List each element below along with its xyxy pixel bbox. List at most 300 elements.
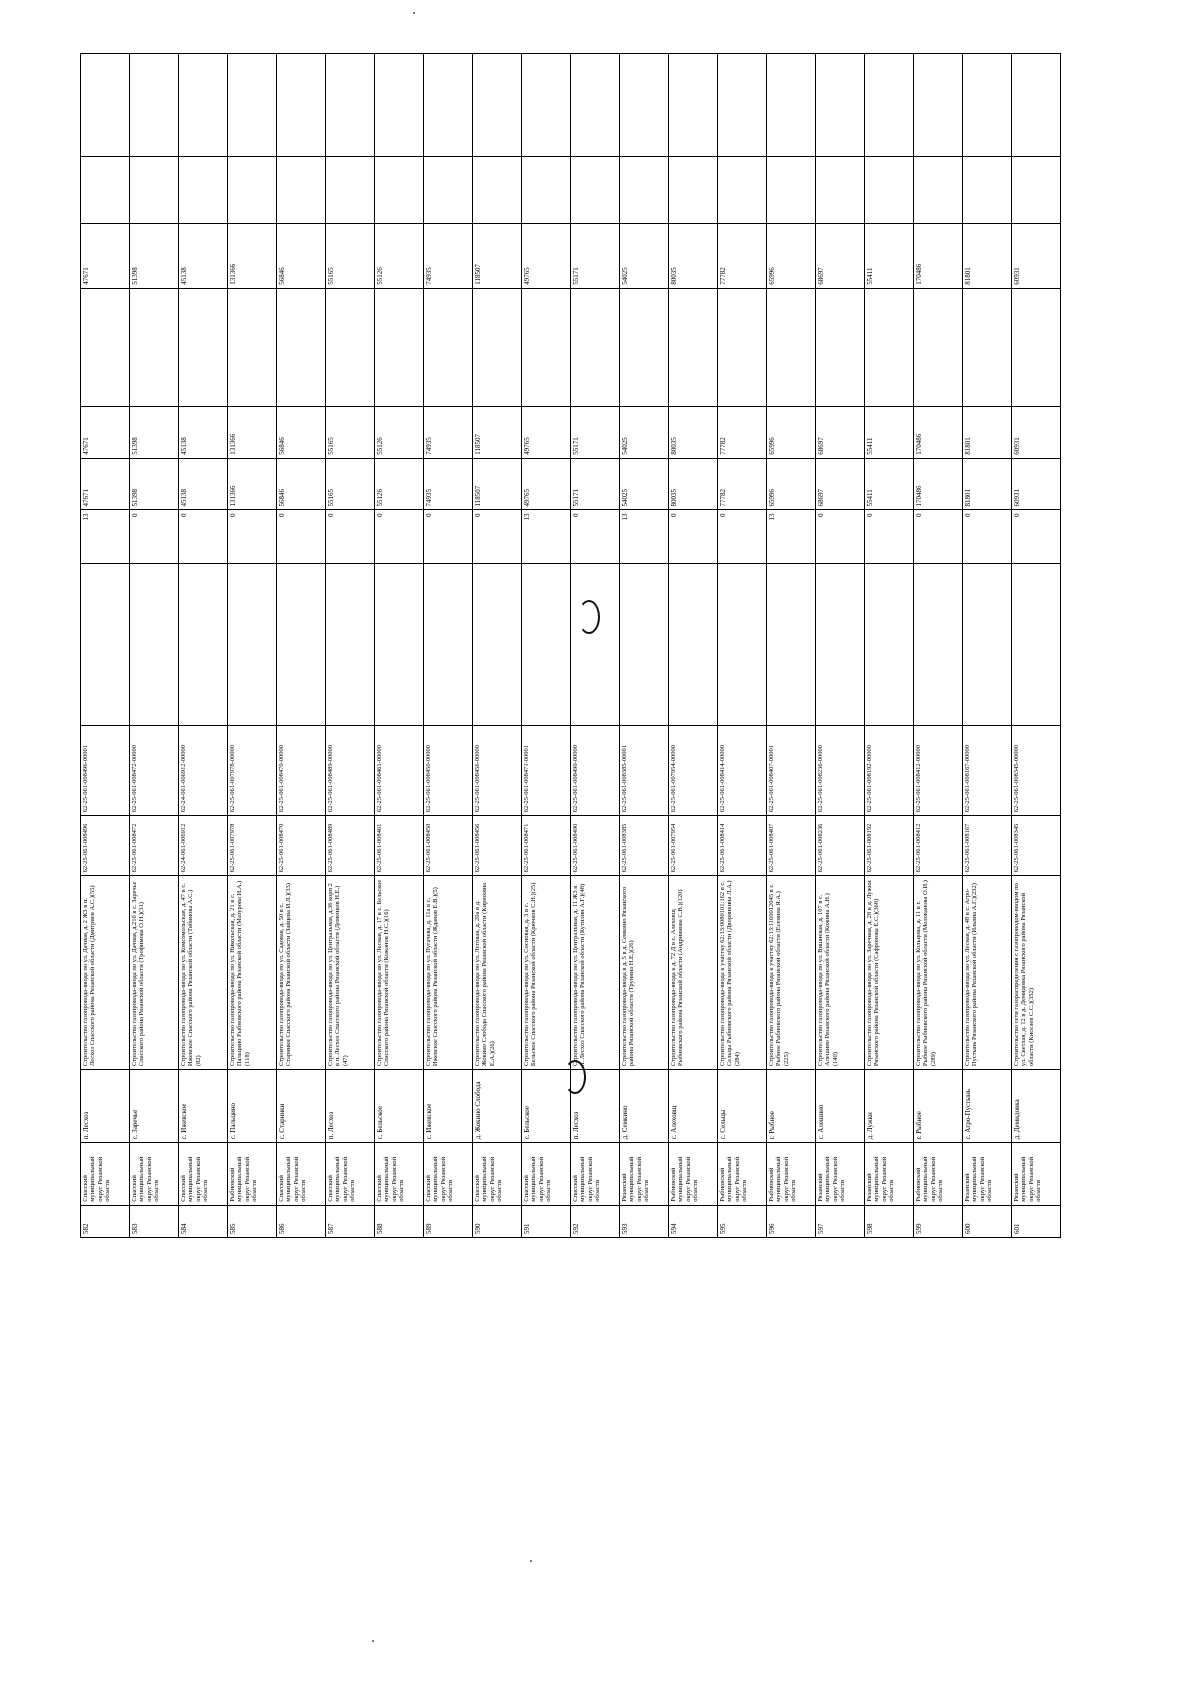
- description-cell: Строительство газопровода-ввода по ул. Никольская, д. 21 в с. Пальцино Рыбновского района Рязанской области (Мазурова И.А.)(118): [228, 876, 277, 1070]
- flag-cell: 0: [424, 510, 473, 564]
- flag-cell: 0: [963, 510, 1012, 564]
- row-number: 591: [522, 1205, 571, 1237]
- empty-cell: [473, 54, 522, 157]
- amount-cell: 81801: [963, 407, 1012, 459]
- application-number-cell: 62-25-061-008414: [718, 816, 767, 876]
- contract-number-cell: 62-25-061-008489-00000: [326, 725, 375, 815]
- empty-cell: [571, 564, 620, 725]
- amount-total-cell: 80035: [669, 224, 718, 289]
- empty-cell: [865, 564, 914, 725]
- empty-cell: [228, 157, 277, 224]
- empty-cell: [424, 157, 473, 224]
- district-cell: Рыбновский муниципальный округ Рязанской области: [669, 1143, 718, 1205]
- application-number-cell: 62-25-061-008236: [816, 816, 865, 876]
- scan-speck: [530, 1560, 532, 1562]
- description-cell: Строительство газопровода-ввода по ул. Дачная, д.21б в с. Заречье Спасского района Рязанской области (Трофимова О.Н.)(31): [130, 876, 179, 1070]
- empty-cell: [228, 564, 277, 725]
- description-cell: Строительство газопровода-ввода по ул. Комсомольская, д. 47 в с. Ижевское Спасского района Рязанской области (Тябинова А.С.)(82): [179, 876, 228, 1070]
- amount-total-cell: 118507: [473, 224, 522, 289]
- empty-cell: [179, 288, 228, 406]
- row-number: 595: [718, 1205, 767, 1237]
- empty-cell: [326, 564, 375, 725]
- contract-number-cell: 62-25-061-008450-00000: [424, 725, 473, 815]
- amount-total-cell: 65996: [767, 224, 816, 289]
- application-number-cell: 62-25-061-008489: [326, 816, 375, 876]
- amount-total-cell: 74935: [424, 224, 473, 289]
- empty-cell: [375, 54, 424, 157]
- empty-cell: [571, 157, 620, 224]
- empty-cell: [130, 157, 179, 224]
- table-row: [816, 54, 865, 1238]
- contract-number-cell: 62-25-061-008456-00000: [473, 725, 522, 815]
- contract-number-cell: 62-25-061-008461-00000: [375, 725, 424, 815]
- description-cell: Строительство газопровода-ввода по ул. Лесная, д. 48 в с. Агро-Пустынь Рязанского района Рязанской области (Ильина А.Г.)(232): [963, 876, 1012, 1070]
- flag-cell: 0: [669, 510, 718, 564]
- application-number-cell: 62-24-061-006912: [179, 816, 228, 876]
- empty-cell: [522, 564, 571, 725]
- empty-cell: [473, 288, 522, 406]
- empty-cell: [718, 288, 767, 406]
- empty-cell: [1012, 288, 1061, 406]
- amount-total-cell: 77782: [718, 224, 767, 289]
- flag-cell: 0: [865, 510, 914, 564]
- description-cell: Строительство газопровода-ввода в д. 5 в д. Семкино Рязанского района Рязанской области (Трунина Н.Е.)(26): [620, 876, 669, 1070]
- flag-cell: 0: [179, 510, 228, 564]
- amount-total-cell: 54025: [620, 224, 669, 289]
- description-cell: Строительство газопровода-ввода по ул. Пугачева, д. 11а в с. Ижевское Спасского района Рязанской области (Жданов Е.В.)(5): [424, 876, 473, 1070]
- amount-cell: 45138: [179, 458, 228, 510]
- empty-cell: [914, 54, 963, 157]
- contract-number-cell: 62-25-061-008345-00000: [1012, 725, 1061, 815]
- table-row: [228, 54, 277, 1238]
- binder-hole-mark: [578, 600, 600, 634]
- empty-cell: [179, 564, 228, 725]
- contract-number-cell: 62-25-061-008496-00001: [81, 725, 130, 815]
- row-number: 583: [130, 1205, 179, 1237]
- amount-cell: 55411: [865, 407, 914, 459]
- contract-number-cell: 62-25-061-008472-00000: [130, 725, 179, 815]
- district-cell: Рыбновский муниципальный округ Рязанской области: [767, 1143, 816, 1205]
- empty-cell: [277, 564, 326, 725]
- empty-cell: [228, 288, 277, 406]
- amount-cell: 81801: [963, 458, 1012, 510]
- amount-cell: 77782: [718, 407, 767, 459]
- empty-cell: [473, 157, 522, 224]
- locality-cell: г. Рыбное: [914, 1070, 963, 1143]
- description-cell: Строительство газопровода-ввода к д. 72 Д в с. Алеховщ Рыбновского района Рязанской области (Андриянова С.В.)(120): [669, 876, 718, 1070]
- description-cell: Строительство газопровода-ввода к участку 62:13:0080101:162 в с. Сельцы Рыбновского района Рязанской области (Дворянкина Л.А.)(284): [718, 876, 767, 1070]
- empty-cell: [81, 288, 130, 406]
- district-cell: Спасский муниципальный округ Рязанской области: [130, 1143, 179, 1205]
- flag-cell: 13: [620, 510, 669, 564]
- empty-cell: [326, 54, 375, 157]
- amount-cell: 51398: [130, 458, 179, 510]
- amount-total-cell: 55411: [865, 224, 914, 289]
- amount-cell: 56846: [277, 458, 326, 510]
- amount-total-cell: 81801: [963, 224, 1012, 289]
- row-number: 592: [571, 1205, 620, 1237]
- empty-cell: [277, 54, 326, 157]
- amount-cell: 55165: [326, 458, 375, 510]
- district-cell: Спасский муниципальный округ Рязанской области: [424, 1143, 473, 1205]
- district-cell: Спасский муниципальный округ Рязанской области: [179, 1143, 228, 1205]
- district-cell: Рыбновский муниципальный округ Рязанской области: [914, 1143, 963, 1205]
- district-cell: Спасский муниципальный округ Рязанской области: [277, 1143, 326, 1205]
- empty-cell: [620, 157, 669, 224]
- scan-speck: [413, 12, 415, 14]
- application-number-cell: 62-25-061-007978: [228, 816, 277, 876]
- empty-cell: [767, 54, 816, 157]
- amount-total-cell: 55165: [326, 224, 375, 289]
- application-number-cell: 62-25-061-008450: [424, 816, 473, 876]
- empty-cell: [522, 157, 571, 224]
- description-cell: Строительство газопровода-ввода к участку 62:13:1160012045 в г. Рыбное Рыбновского района Рязанской области (Есенина Я.А.)(225): [767, 876, 816, 1070]
- binder-hole-mark: [564, 1060, 586, 1094]
- amount-cell: 55126: [375, 407, 424, 459]
- empty-cell: [620, 54, 669, 157]
- contract-number-cell: 62-24-061-006912-00000: [179, 725, 228, 815]
- flag-cell: 0: [914, 510, 963, 564]
- contract-number-cell: 62-25-061-008471-00001: [522, 725, 571, 815]
- district-cell: Рязанский муниципальный округ Рязанской области: [620, 1143, 669, 1205]
- table-row: [522, 54, 571, 1238]
- amount-total-cell: 60931: [1012, 224, 1061, 289]
- flag-cell: 0: [718, 510, 767, 564]
- empty-cell: [277, 157, 326, 224]
- amount-total-cell: 49765: [522, 224, 571, 289]
- empty-cell: [914, 564, 963, 725]
- row-number: 600: [963, 1205, 1012, 1237]
- application-number-cell: 62-25-061-008456: [473, 816, 522, 876]
- district-cell: Спасский муниципальный округ Рязанской области: [522, 1143, 571, 1205]
- flag-cell: 0: [571, 510, 620, 564]
- empty-cell: [326, 288, 375, 406]
- empty-cell: [718, 564, 767, 725]
- contract-number-cell: 62-25-061-007978-00000: [228, 725, 277, 815]
- application-number-cell: 62-25-061-008472: [130, 816, 179, 876]
- table-row: [865, 54, 914, 1238]
- empty-cell: [81, 54, 130, 157]
- description-cell: Строительство газопровода-ввода по ул. Луговая, д. 20а в д. Жокино Слобода Спасского района Рязанской области (Кирюхина Е.А.)(26): [473, 876, 522, 1070]
- empty-cell: [130, 54, 179, 157]
- application-number-cell: 62-25-061-008461: [375, 816, 424, 876]
- amount-cell: 45138: [179, 407, 228, 459]
- row-number: 588: [375, 1205, 424, 1237]
- empty-cell: [179, 54, 228, 157]
- table-row: [963, 54, 1012, 1238]
- application-number-cell: 62-25-061-008167: [963, 816, 1012, 876]
- empty-cell: [228, 54, 277, 157]
- amount-cell: 118507: [473, 407, 522, 459]
- empty-cell: [571, 54, 620, 157]
- table-row: [277, 54, 326, 1238]
- row-number: 593: [620, 1205, 669, 1237]
- application-number-cell: 62-25-061-008412: [914, 816, 963, 876]
- table-row: [914, 54, 963, 1238]
- amount-cell: 68697: [816, 458, 865, 510]
- district-cell: Рязанский муниципальный округ Рязанской области: [865, 1143, 914, 1205]
- locality-cell: с. Бельское: [522, 1070, 571, 1143]
- empty-cell: [963, 54, 1012, 157]
- contract-number-cell: 62-25-061-008414-00000: [718, 725, 767, 815]
- empty-cell: [81, 157, 130, 224]
- district-cell: Спасский муниципальный округ Рязанской области: [375, 1143, 424, 1205]
- amount-cell: 74935: [424, 458, 473, 510]
- locality-cell: п. Лесхоз: [571, 1070, 620, 1143]
- empty-cell: [865, 288, 914, 406]
- table-row: [375, 54, 424, 1238]
- empty-cell: [81, 564, 130, 725]
- locality-cell: д. Жокино Слобода: [473, 1070, 522, 1143]
- amount-cell: 80035: [669, 407, 718, 459]
- empty-cell: [767, 288, 816, 406]
- empty-cell: [424, 54, 473, 157]
- row-number: 601: [1012, 1205, 1061, 1237]
- empty-cell: [767, 564, 816, 725]
- district-cell: Рыбновский муниципальный округ Рязанской области: [718, 1143, 767, 1205]
- description-cell: Строительство газопровода-ввода по ул. Садовая, д. 50 в с. Старинки Спасского района Рязанской области (Зайцева И.Л.)(33): [277, 876, 326, 1070]
- empty-cell: [669, 157, 718, 224]
- empty-cell: [816, 564, 865, 725]
- flag-cell: 0: [473, 510, 522, 564]
- amount-cell: 77782: [718, 458, 767, 510]
- empty-cell: [326, 157, 375, 224]
- contract-number-cell: 62-25-061-007954-00000: [669, 725, 718, 815]
- locality-cell: с. Алешино: [816, 1070, 865, 1143]
- amount-cell: 170486: [914, 458, 963, 510]
- locality-cell: с. Ижевское: [179, 1070, 228, 1143]
- application-number-cell: 62-25-061-008470: [277, 816, 326, 876]
- empty-cell: [375, 157, 424, 224]
- amount-total-cell: 47671: [81, 224, 130, 289]
- amount-cell: 55126: [375, 458, 424, 510]
- locality-cell: д. Лужки: [865, 1070, 914, 1143]
- row-number: 599: [914, 1205, 963, 1237]
- table-row: [179, 54, 228, 1238]
- amount-cell: 54025: [620, 458, 669, 510]
- application-number-cell: 62-25-061-008345: [1012, 816, 1061, 876]
- locality-cell: с. Ижевское: [424, 1070, 473, 1143]
- empty-cell: [767, 157, 816, 224]
- amount-total-cell: 68697: [816, 224, 865, 289]
- description-cell: Строительство сети газораспределения с газопроводом-вводом по ул. Светлая, д. 12 в д. Демидовка Рязанского района Рязанской области (Киселев С.С.)(352): [1012, 876, 1061, 1070]
- amount-cell: 54025: [620, 407, 669, 459]
- flag-cell: 13: [767, 510, 816, 564]
- row-number: 594: [669, 1205, 718, 1237]
- empty-cell: [522, 54, 571, 157]
- locality-cell: п. Лесхоз: [81, 1070, 130, 1143]
- district-cell: Рязанский муниципальный округ Рязанской области: [963, 1143, 1012, 1205]
- scan-speck: [372, 1640, 374, 1642]
- empty-cell: [669, 564, 718, 725]
- contract-number-cell: 62-25-061-008470-00000: [277, 725, 326, 815]
- row-number: 589: [424, 1205, 473, 1237]
- table-row: [326, 54, 375, 1238]
- empty-cell: [375, 564, 424, 725]
- row-number: 596: [767, 1205, 816, 1237]
- table-row: [767, 54, 816, 1238]
- amount-cell: 55411: [865, 458, 914, 510]
- application-number-cell: 62-25-061-008407: [767, 816, 816, 876]
- empty-cell: [865, 54, 914, 157]
- empty-cell: [963, 288, 1012, 406]
- amount-total-cell: 55126: [375, 224, 424, 289]
- application-number-cell: 62-25-061-008385: [620, 816, 669, 876]
- district-cell: Рыбновский муниципальный округ Рязанской области: [228, 1143, 277, 1205]
- row-number: 586: [277, 1205, 326, 1237]
- row-number: 590: [473, 1205, 522, 1237]
- contract-number-cell: 62-25-061-008236-00000: [816, 725, 865, 815]
- district-cell: Спасский муниципальный округ Рязанской области: [571, 1143, 620, 1205]
- amount-cell: 55171: [571, 407, 620, 459]
- application-number-cell: 62-25-061-008192: [865, 816, 914, 876]
- empty-cell: [130, 564, 179, 725]
- empty-cell: [424, 564, 473, 725]
- empty-cell: [277, 288, 326, 406]
- empty-cell: [865, 157, 914, 224]
- flag-cell: 0: [1012, 510, 1061, 564]
- contract-number-cell: 62-25-061-008192-00000: [865, 725, 914, 815]
- amount-cell: 68697: [816, 407, 865, 459]
- empty-cell: [179, 157, 228, 224]
- amount-cell: 118507: [473, 458, 522, 510]
- district-cell: Спасский муниципальный округ Рязанской области: [326, 1143, 375, 1205]
- locality-cell: с. Бельское: [375, 1070, 424, 1143]
- empty-cell: [816, 157, 865, 224]
- amount-cell: 49765: [522, 458, 571, 510]
- empty-cell: [669, 54, 718, 157]
- table-row: [424, 54, 473, 1238]
- contract-number-cell: 62-25-061-008412-00000: [914, 725, 963, 815]
- amount-cell: 131366: [228, 458, 277, 510]
- locality-cell: г. Рыбное: [767, 1070, 816, 1143]
- contract-number-cell: 62-25-061-008167-00000: [963, 725, 1012, 815]
- empty-cell: [620, 564, 669, 725]
- locality-cell: с. Старинки: [277, 1070, 326, 1143]
- amount-cell: 65996: [767, 407, 816, 459]
- empty-cell: [375, 288, 424, 406]
- amount-cell: 56846: [277, 407, 326, 459]
- amount-total-cell: 170486: [914, 224, 963, 289]
- description-cell: Строительство газопровода-ввода по ул. Дачная, д. 2 Ж3 в п. Лесхоз Спасского района Рязанской области (Дмитриев А.С.)(55): [81, 876, 130, 1070]
- row-number: 582: [81, 1205, 130, 1237]
- contract-number-cell: 62-25-061-008490-00000: [571, 725, 620, 815]
- table-row: [669, 54, 718, 1238]
- flag-cell: 0: [277, 510, 326, 564]
- flag-cell: 0: [228, 510, 277, 564]
- description-cell: Строительство газопровода-ввода по ул. Вишневая, д. 107 в с. Алешино Рязанского района Рязанской области (Кожина А.Н.)(140): [816, 876, 865, 1070]
- amount-cell: 74935: [424, 407, 473, 459]
- description-cell: Строительство газопровода-ввода по ул. Сосновая, д. 3 в с. Бельское Спасского района Рязанской области (Крючков С.Н.)(25): [522, 876, 571, 1070]
- amount-cell: 131366: [228, 407, 277, 459]
- empty-cell: [816, 288, 865, 406]
- empty-cell: [473, 564, 522, 725]
- row-number: 587: [326, 1205, 375, 1237]
- locality-cell: с. Заречье: [130, 1070, 179, 1143]
- amount-total-cell: 45138: [179, 224, 228, 289]
- empty-cell: [424, 288, 473, 406]
- empty-cell: [1012, 564, 1061, 725]
- table-row: [620, 54, 669, 1238]
- description-cell: Строительство газопровода-ввода по ул. Кольцова, д. 11 в г. Рыбное Рыбновского района Рязанской области (Молоканова О.И.)(289): [914, 876, 963, 1070]
- locality-cell: с. Пальцино: [228, 1070, 277, 1143]
- flag-cell: 0: [130, 510, 179, 564]
- empty-cell: [669, 288, 718, 406]
- amount-total-cell: 51398: [130, 224, 179, 289]
- amount-cell: 51398: [130, 407, 179, 459]
- row-number: 597: [816, 1205, 865, 1237]
- amount-cell: 170486: [914, 407, 963, 459]
- district-cell: Спасский муниципальный округ Рязанской области: [473, 1143, 522, 1205]
- description-cell: Строительство газопровода-ввода по ул. Центральная, д. 11 Ж3 в п. Лесхоз Спасского района Рязанской области (Кутилин А.Г.)(48): [571, 876, 620, 1070]
- amount-cell: 60931: [1012, 458, 1061, 510]
- district-cell: Спасский муниципальный округ Рязанской области: [81, 1143, 130, 1205]
- amount-cell: 65996: [767, 458, 816, 510]
- locality-cell: с. Сельцы: [718, 1070, 767, 1143]
- empty-cell: [1012, 54, 1061, 157]
- empty-cell: [130, 288, 179, 406]
- empty-cell: [718, 157, 767, 224]
- row-number: 585: [228, 1205, 277, 1237]
- empty-cell: [522, 288, 571, 406]
- flag-cell: 0: [326, 510, 375, 564]
- application-number-cell: 62-25-061-008496: [81, 816, 130, 876]
- locality-cell: с. Алеховщ: [669, 1070, 718, 1143]
- application-number-cell: 62-25-061-007954: [669, 816, 718, 876]
- locality-cell: д. Семкино: [620, 1070, 669, 1143]
- contract-number-cell: 62-25-061-008407-00001: [767, 725, 816, 815]
- locality-cell: п. Лесхоз: [326, 1070, 375, 1143]
- application-number-cell: 62-25-061-008471: [522, 816, 571, 876]
- empty-cell: [1012, 157, 1061, 224]
- empty-cell: [963, 157, 1012, 224]
- flag-cell: 13: [522, 510, 571, 564]
- description-cell: Строительство газопровода-ввода по ул. Лесная, д. 17 в с. Бельское Спасского района Рязанской области (Кожанов Н.С.)(16): [375, 876, 424, 1070]
- amount-cell: 47671: [81, 407, 130, 459]
- table-row: [130, 54, 179, 1238]
- locality-cell: д. Демидовка: [1012, 1070, 1061, 1143]
- contract-number-cell: 62-25-061-008385-00001: [620, 725, 669, 815]
- amount-cell: 49765: [522, 407, 571, 459]
- district-cell: Рязанский муниципальный округ Рязанской области: [816, 1143, 865, 1205]
- table-row: [718, 54, 767, 1238]
- amount-cell: 55171: [571, 458, 620, 510]
- flag-cell: 0: [375, 510, 424, 564]
- flag-cell: 13: [81, 510, 130, 564]
- amount-total-cell: 56846: [277, 224, 326, 289]
- amount-total-cell: 55171: [571, 224, 620, 289]
- row-number: 584: [179, 1205, 228, 1237]
- amount-total-cell: 131366: [228, 224, 277, 289]
- amount-cell: 47671: [81, 458, 130, 510]
- description-cell: Строительство газопровода-ввода по ул. Центральная, д.36 корп 2 в п. Лесхоз Спасского района Рязанской области (Деменков Н.Е.)(47): [326, 876, 375, 1070]
- description-cell: Строительство газопровода-ввода по ул. Заречная, д. 28 в д. Лужки Рязанского района Рязанской области (Сафронова Е.С.)(368): [865, 876, 914, 1070]
- table-row: [81, 54, 130, 1238]
- table-row: [473, 54, 522, 1238]
- row-number: 598: [865, 1205, 914, 1237]
- district-cell: Рязанский муниципальный округ Рязанской области: [1012, 1143, 1061, 1205]
- empty-cell: [963, 564, 1012, 725]
- empty-cell: [620, 288, 669, 406]
- table-row: [1012, 54, 1061, 1238]
- empty-cell: [914, 157, 963, 224]
- amount-cell: 60931: [1012, 407, 1061, 459]
- amount-cell: 55165: [326, 407, 375, 459]
- flag-cell: 0: [816, 510, 865, 564]
- amount-cell: 80035: [669, 458, 718, 510]
- empty-cell: [816, 54, 865, 157]
- empty-cell: [571, 288, 620, 406]
